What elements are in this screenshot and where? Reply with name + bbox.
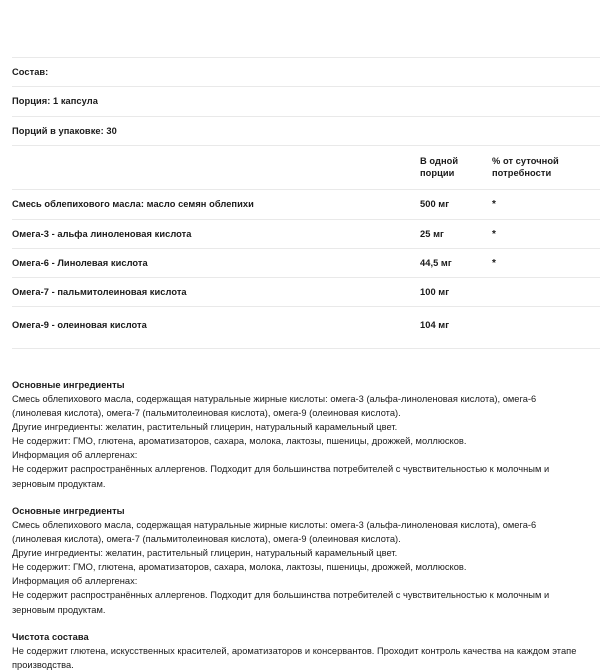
ingredient-daily-value [492,278,600,307]
table-row-composition [12,58,600,87]
block-heading: Чистота состава [12,631,89,642]
daily-value-asterisk: * [492,199,496,211]
serving-size-label: Порция: 1 капсула [12,96,98,107]
ingredient-daily-value [492,190,600,219]
daily-value-asterisk: * [492,228,496,240]
supplement-facts-table [12,57,600,363]
table-row [12,307,600,348]
info-blocks [12,363,588,672]
table-header-row [12,145,600,190]
ingredient-amount: 104 мг [420,320,450,331]
block-heading: Основные ингредиенты [12,505,125,516]
supplement-facts-page [0,57,600,672]
block-paragraph-oil-blend: Смесь облепихового масла, содержащая натуральные жирные кислоты: омега-3 (альфа-линоленовая кислота), омега-6 (линолевая кислота), омега-7 (пальмитолеиновая кислота), омега-9 (олеиновая кислота). [12,519,537,544]
block-paragraph-purity-details: Не содержит глютена, искусственных красителей, ароматизаторов и консервантов. Проходит контроль качества на каждом этапе производства. [12,645,577,670]
table-row [12,219,600,248]
ingredient-amount: 100 мг [420,287,450,298]
block-paragraph-other-ingredients: Другие ингредиенты: желатин, растительный глицерин, натуральный карамельный цвет. [12,548,398,559]
block-paragraph-allergen-details: Не содержит распространённых аллергенов. Подходит для большинства потребителей с чувствительностью к молочным и зерновым продуктам. [12,590,550,615]
table-row [12,278,600,307]
ingredient-name: Омега-7 - пальмитолеиновая кислота [12,287,187,298]
block-paragraph-oil-blend: Смесь облепихового масла, содержащая натуральные жирные кислоты: омега-3 (альфа-линоленовая кислота), омега-6 (линолевая кислота), омега-7 (пальмитолеиновая кислота), омега-9 (олеиновая кислота). [12,393,537,418]
facts-table-body [12,58,600,363]
block-subheading-allergen-info: Информация об аллергенах: [12,450,138,461]
servings-per-container-label: Порций в упаковке: 30 [12,125,117,136]
ingredient-name: Омега-6 - Линолевая кислота [12,257,148,268]
ingredient-daily-value [492,219,600,248]
ingredient-name: Омега-9 - олеиновая кислота [12,320,147,331]
daily-value-asterisk: * [492,257,496,269]
ingredient-amount: 25 мг [420,228,444,239]
ingredient-name: Омега-3 - альфа линоленовая кислота [12,228,192,239]
column-header-name [12,145,420,190]
block-paragraph-other-ingredients: Другие ингредиенты: желатин, растительный глицерин, натуральный карамельный цвет. [12,422,398,433]
table-row-servings-per-container [12,116,600,145]
column-header-daily-value: % от суточной потребности [492,155,559,179]
block-subheading-allergen-info: Информация об аллергенах: [12,576,138,587]
composition-label: Состав: [12,67,49,77]
table-bottom-divider [12,348,600,363]
block-paragraph-free-from: Не содержит: ГМО, глютена, ароматизаторов, сахара, молока, лактозы, пшеницы, дрожжей, моллюсков. [12,562,467,573]
block-paragraph-free-from: Не содержит: ГМО, глютена, ароматизаторов, сахара, молока, лактозы, пшеницы, дрожжей, моллюсков. [12,436,467,447]
info-block-main-ingredients-1 [12,378,588,491]
info-block-purity [12,630,588,672]
ingredient-daily-value [492,307,600,348]
ingredient-amount: 44,5 мг [420,257,452,268]
ingredient-daily-value [492,248,600,277]
ingredient-name: Смесь облепихового масла: масло семян облепихи [12,199,254,210]
table-row [12,248,600,277]
table-row [12,190,600,219]
table-row-serving-size [12,87,600,116]
column-header-amount-per-serving: В одной порции [420,155,459,179]
block-heading: Основные ингредиенты [12,379,125,390]
ingredient-amount: 500 мг [420,199,450,210]
block-paragraph-allergen-details: Не содержит распространённых аллергенов. Подходит для большинства потребителей с чувствительностью к молочным и зерновым продуктам. [12,464,550,489]
